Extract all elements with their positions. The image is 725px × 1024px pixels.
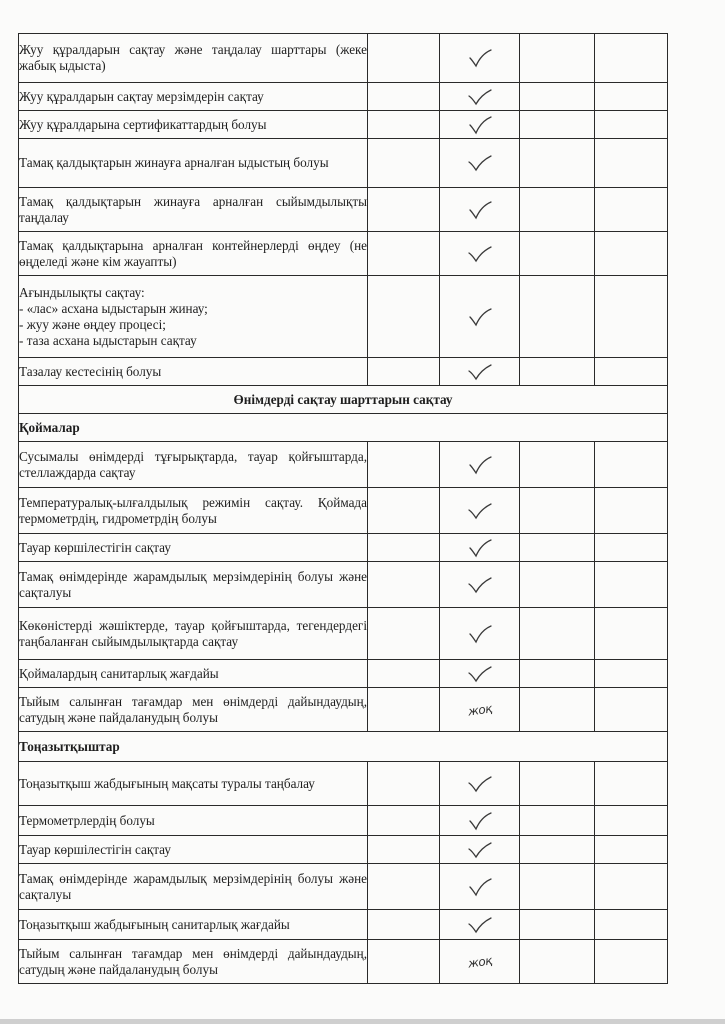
empty-cell <box>595 864 668 910</box>
criterion-text: Тыйым салынған тағамдар мен өнімдерді дайындаудың, сатудың және пайдаланудың болуы <box>19 945 367 977</box>
empty-cell <box>520 83 595 111</box>
empty-cell <box>595 139 668 188</box>
mark-cell <box>440 608 520 660</box>
mark-cell <box>440 442 520 488</box>
mark-cell <box>440 940 520 984</box>
criterion-text: Жуу құралдарына сертификаттардың болуы <box>19 116 267 132</box>
subsection-title-storage: Қоймалар <box>19 414 668 442</box>
criterion-text: Тоңазытқыш жабдығының санитарлық жағдайы <box>19 916 290 932</box>
empty-cell <box>595 358 668 386</box>
criterion-cell <box>19 910 368 940</box>
empty-cell <box>595 232 668 276</box>
empty-cell <box>520 488 595 534</box>
empty-cell <box>520 910 595 940</box>
empty-cell <box>595 562 668 608</box>
mark-cell <box>440 34 520 83</box>
empty-cell <box>368 940 440 984</box>
checkmark-icon <box>440 575 519 595</box>
criterion-cell <box>19 34 368 83</box>
checkmark-icon <box>440 501 519 521</box>
criterion-line: - таза асхана ыдыстарын сақтау <box>19 332 197 348</box>
table-row <box>19 608 668 660</box>
empty-cell <box>368 864 440 910</box>
table-row <box>19 864 668 910</box>
criterion-cell <box>19 488 368 534</box>
table-row <box>19 111 668 139</box>
mark-cell <box>440 488 520 534</box>
checkmark-icon <box>440 840 519 860</box>
empty-cell <box>368 276 440 358</box>
criterion-text: Тауар көршілестігін сақтау <box>19 841 171 857</box>
empty-cell <box>368 358 440 386</box>
empty-cell <box>520 806 595 836</box>
mark-cell <box>440 358 520 386</box>
empty-cell <box>520 232 595 276</box>
empty-cell <box>520 358 595 386</box>
criterion-cell <box>19 688 368 732</box>
empty-cell <box>595 276 668 358</box>
table-row <box>19 836 668 864</box>
empty-cell <box>520 139 595 188</box>
checkmark-icon <box>440 811 519 831</box>
checkmark-icon <box>440 774 519 794</box>
criterion-cell <box>19 232 368 276</box>
table-row <box>19 688 668 732</box>
scan-bottom-edge <box>0 1019 725 1024</box>
criterion-text: Температуралық-ылғалдылық режимін сақтау. Қоймада термометрдің, гидрометрдің болуы <box>19 494 367 526</box>
empty-cell <box>595 940 668 984</box>
empty-cell <box>520 608 595 660</box>
criterion-text: Қоймалардың санитарлық жағдайы <box>19 665 219 681</box>
criterion-cell <box>19 188 368 232</box>
criterion-text: Жуу құралдарын сақтау және таңдалау шарттары (жеке жабық ыдыста) <box>19 42 367 73</box>
empty-cell <box>520 762 595 806</box>
empty-cell <box>368 608 440 660</box>
empty-cell <box>595 836 668 864</box>
empty-cell <box>368 188 440 232</box>
empty-cell <box>520 660 595 688</box>
mark-cell <box>440 806 520 836</box>
empty-cell <box>368 910 440 940</box>
criterion-text: Тамақ қалдықтарын жинауға арналған ыдыстың болуы <box>19 155 329 170</box>
table-row <box>19 188 668 232</box>
section-title-row <box>19 386 668 414</box>
checkmark-icon <box>440 115 519 135</box>
checkmark-icon <box>440 244 519 264</box>
empty-cell <box>595 188 668 232</box>
empty-cell <box>520 276 595 358</box>
criterion-text: Тамақ қалдықтарына арналған контейнерлерді өңдеу (не өңделеді және кім жауапты) <box>19 237 367 269</box>
criterion-cell <box>19 534 368 562</box>
mark-cell <box>440 276 520 358</box>
mark-cell <box>440 864 520 910</box>
criterion-text: Тауар көршілестігін сақтау <box>19 539 171 555</box>
table-row <box>19 83 668 111</box>
checkmark-icon <box>440 307 519 327</box>
checkmark-icon <box>440 877 519 897</box>
empty-cell <box>368 34 440 83</box>
empty-cell <box>595 111 668 139</box>
empty-cell <box>368 562 440 608</box>
empty-cell <box>368 660 440 688</box>
empty-cell <box>368 534 440 562</box>
checkmark-icon <box>440 624 519 644</box>
table-row <box>19 139 668 188</box>
empty-cell <box>368 762 440 806</box>
mark-cell <box>440 836 520 864</box>
mark-cell <box>440 688 520 732</box>
criterion-cell <box>19 139 368 188</box>
checkmark-icon <box>440 87 519 107</box>
criterion-cell <box>19 940 368 984</box>
empty-cell <box>368 442 440 488</box>
mark-cell <box>440 762 520 806</box>
empty-cell <box>520 34 595 83</box>
criterion-cell <box>19 660 368 688</box>
empty-cell <box>595 83 668 111</box>
mark-cell <box>440 562 520 608</box>
handwritten-note: жоқ <box>466 952 493 971</box>
criterion-text: Тамақ қалдықтарын жинауға арналған сыйымдылықты таңдалау <box>19 193 367 225</box>
empty-cell <box>520 836 595 864</box>
empty-cell <box>520 111 595 139</box>
criterion-line: - «лас» асхана ыдыстарын жинау; <box>19 300 208 316</box>
empty-cell <box>520 188 595 232</box>
mark-cell <box>440 188 520 232</box>
table-row <box>19 442 668 488</box>
empty-cell <box>368 111 440 139</box>
empty-cell <box>520 688 595 732</box>
checkmark-icon <box>440 538 519 558</box>
table-row <box>19 358 668 386</box>
checkmark-icon <box>440 153 519 173</box>
mark-cell <box>440 910 520 940</box>
empty-cell <box>368 232 440 276</box>
empty-cell <box>595 688 668 732</box>
table-row <box>19 562 668 608</box>
criterion-cell <box>19 358 368 386</box>
checkmark-icon <box>440 200 519 220</box>
table-row <box>19 762 668 806</box>
criterion-text: Көкөністерді жәшіктерде, тауар қойғыштарда, тегендердегі таңбаланған сыйымдылықтарда сақтау <box>19 617 367 649</box>
table-row <box>19 806 668 836</box>
table-row <box>19 34 668 83</box>
empty-cell <box>595 534 668 562</box>
checkmark-icon <box>440 664 519 684</box>
checkmark-icon <box>440 915 519 935</box>
empty-cell <box>595 34 668 83</box>
mark-cell <box>440 232 520 276</box>
criterion-text: Сусымалы өнімдерді тұғырықтарда, тауар қойғыштарда, стеллаждарда сақтау <box>19 448 367 480</box>
criterion-cell <box>19 442 368 488</box>
criterion-text: Тамақ өнімдерінде жарамдылық мерзімдерінің болуы және сақталуы <box>19 870 367 902</box>
empty-cell <box>520 442 595 488</box>
empty-cell <box>520 562 595 608</box>
criterion-cell <box>19 111 368 139</box>
empty-cell <box>520 864 595 910</box>
mark-cell <box>440 660 520 688</box>
empty-cell <box>520 534 595 562</box>
empty-cell <box>520 940 595 984</box>
checkmark-icon <box>440 48 519 68</box>
mark-cell <box>440 534 520 562</box>
section-title: Өнімдерді сақтау шарттарын сақтау <box>19 386 668 414</box>
criterion-text: Тоңазытқыш жабдығының мақсаты туралы таңбалау <box>19 775 315 791</box>
criterion-cell <box>19 276 368 358</box>
empty-cell <box>595 442 668 488</box>
criterion-text: Тыйым салынған тағамдар мен өнімдерді дайындаудың, сатудың және пайдаланудың болуы <box>19 693 367 725</box>
subsection-title-storage-row <box>19 414 668 442</box>
criterion-text: Термометрлердің болуы <box>19 812 155 828</box>
subsection-title-fridges: Тоңазытқыштар <box>19 732 668 762</box>
empty-cell <box>368 836 440 864</box>
empty-cell <box>368 488 440 534</box>
empty-cell <box>595 488 668 534</box>
table-row <box>19 940 668 984</box>
table-row <box>19 488 668 534</box>
empty-cell <box>595 910 668 940</box>
criterion-cell <box>19 608 368 660</box>
handwritten-note: жоқ <box>466 700 493 719</box>
table-row <box>19 276 668 358</box>
empty-cell <box>595 762 668 806</box>
table-row <box>19 232 668 276</box>
table-row <box>19 660 668 688</box>
empty-cell <box>368 806 440 836</box>
criterion-cell <box>19 836 368 864</box>
empty-cell <box>368 83 440 111</box>
empty-cell <box>595 660 668 688</box>
criterion-text: Тамақ өнімдерінде жарамдылық мерзімдерінің болуы және сақталуы <box>19 568 367 600</box>
criterion-cell <box>19 864 368 910</box>
mark-cell <box>440 83 520 111</box>
criterion-cell <box>19 562 368 608</box>
checklist-table <box>18 33 668 984</box>
criterion-cell <box>19 762 368 806</box>
criterion-text: Тазалау кестесінің болуы <box>19 363 162 379</box>
mark-cell <box>440 139 520 188</box>
criterion-text: Жуу құралдарын сақтау мерзімдерін сақтау <box>19 88 264 104</box>
table-row <box>19 534 668 562</box>
empty-cell <box>595 806 668 836</box>
criterion-line: Ағындылықты сақтау: <box>19 284 145 300</box>
empty-cell <box>368 139 440 188</box>
empty-cell <box>368 688 440 732</box>
criterion-cell <box>19 806 368 836</box>
subsection-title-fridges-row <box>19 732 668 762</box>
checkmark-icon <box>440 455 519 475</box>
criterion-line: - жуу және өңдеу процесі; <box>19 316 166 332</box>
checkmark-icon <box>440 362 519 382</box>
empty-cell <box>595 608 668 660</box>
criterion-cell <box>19 83 368 111</box>
table-row <box>19 910 668 940</box>
mark-cell <box>440 111 520 139</box>
